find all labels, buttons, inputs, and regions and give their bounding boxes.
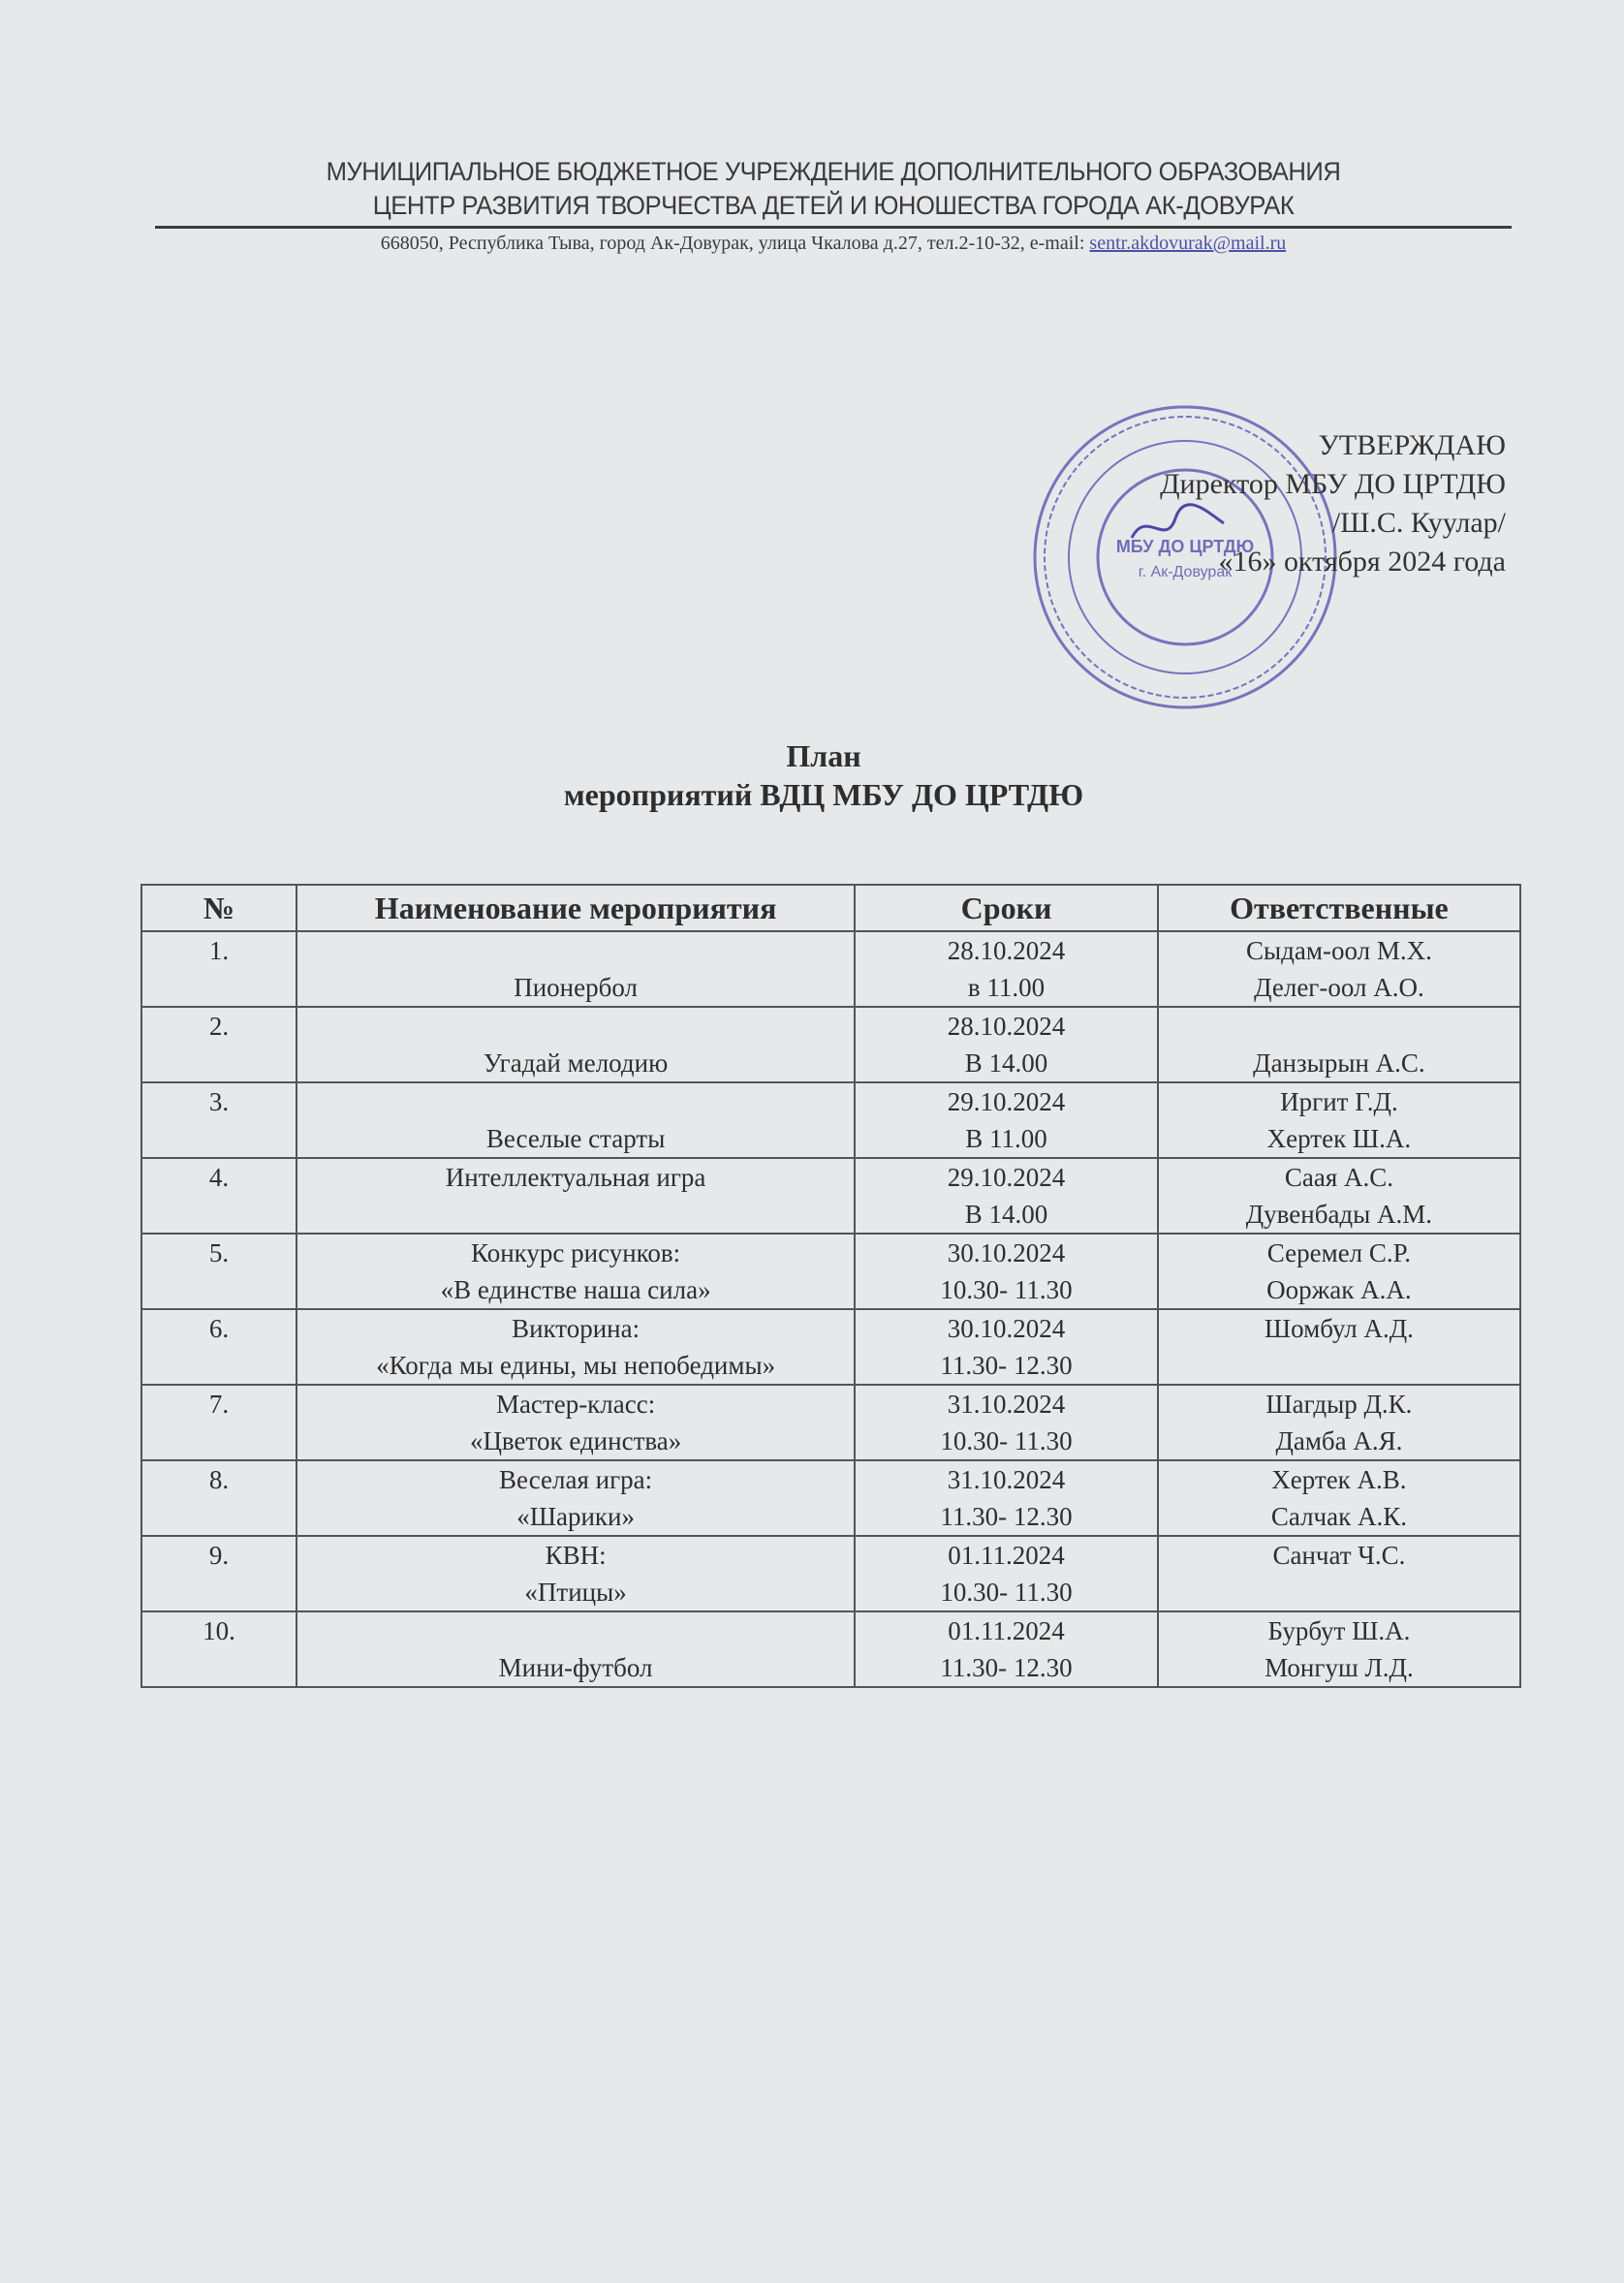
event-name	[297, 1007, 855, 1082]
event-name-line: Угадай мелодию	[483, 1048, 669, 1078]
table-row	[141, 931, 1520, 1007]
event-dates-line: 01.11.2024	[948, 1541, 1065, 1570]
event-dates	[855, 1536, 1158, 1611]
event-name-line: КВН:	[545, 1541, 607, 1570]
event-dates	[855, 1158, 1158, 1234]
event-responsible-line	[1165, 1347, 1514, 1384]
event-dates-line: 29.10.2024	[947, 1163, 1066, 1192]
stamp-center-line-2: г. Ак-Довурак	[1138, 564, 1233, 580]
event-name-line: Викторина:	[512, 1314, 640, 1343]
event-responsible	[1158, 1536, 1520, 1611]
event-responsible-line: Санчат Ч.С.	[1272, 1541, 1406, 1570]
header-divider	[155, 226, 1512, 229]
event-responsible-line: Монгуш Л.Д.	[1265, 1653, 1414, 1682]
event-dates-line: 29.10.2024	[947, 1087, 1066, 1116]
event-responsible-line	[1165, 1008, 1514, 1045]
event-responsible-line: Шагдыр Д.К.	[1265, 1390, 1413, 1419]
event-dates-line: В 11.00	[965, 1124, 1047, 1153]
event-dates-line: 31.10.2024	[947, 1390, 1066, 1419]
approval-signatory: /Ш.С. Куулар/	[1331, 507, 1506, 539]
table-row	[141, 1234, 1520, 1309]
event-name	[297, 1158, 855, 1234]
event-dates-line: 28.10.2024	[947, 936, 1066, 965]
title-line-2: мероприятий ВДЦ МБУ ДО ЦРТДЮ	[563, 777, 1084, 812]
event-responsible-line: Хертек Ш.А.	[1266, 1124, 1412, 1153]
event-name	[297, 1082, 855, 1158]
event-responsible	[1158, 931, 1520, 1007]
event-dates-line: 30.10.2024	[947, 1314, 1066, 1343]
event-name-line	[303, 1196, 848, 1233]
event-dates-line: 10.30- 11.30	[940, 1275, 1073, 1304]
event-name-line: Мини-футбол	[498, 1653, 653, 1682]
event-responsible-line: Шомбул А.Д.	[1264, 1314, 1414, 1343]
event-name-line: Мастер-класс:	[495, 1390, 656, 1419]
event-name	[297, 931, 855, 1007]
approval-heading: УТВЕРЖДАЮ	[1318, 429, 1506, 461]
events-table	[141, 884, 1521, 1688]
row-number: 3.	[141, 1082, 297, 1158]
approval-date: «16» октября 2024 года	[1218, 546, 1506, 578]
event-dates	[855, 1082, 1158, 1158]
event-dates-line: 11.30- 12.30	[940, 1351, 1073, 1380]
event-name-line: Веселая игра:	[499, 1465, 653, 1494]
event-responsible	[1158, 1082, 1520, 1158]
event-dates-line: в 11.00	[967, 973, 1046, 1002]
row-number: 8.	[141, 1460, 297, 1536]
event-dates-line: 31.10.2024	[947, 1465, 1066, 1494]
event-responsible	[1158, 1158, 1520, 1234]
table-row	[141, 1536, 1520, 1611]
event-name	[297, 1536, 855, 1611]
table-row	[141, 1611, 1520, 1687]
event-dates	[855, 1234, 1158, 1309]
event-responsible-line: Бурбут Ш.А.	[1267, 1616, 1411, 1645]
org-name-line-2: ЦЕНТР РАЗВИТИЯ ТВОРЧЕСТВА ДЕТЕЙ И ЮНОШЕСТВА ГОРОДА АК-ДОВУРАК	[372, 191, 1295, 220]
event-responsible	[1158, 1611, 1520, 1687]
event-name	[297, 1309, 855, 1385]
event-name-line: «Когда мы едины, мы непобедимы»	[376, 1351, 776, 1380]
event-name-line: Пионербол	[514, 973, 638, 1002]
row-number: 5.	[141, 1234, 297, 1309]
org-name-line-1: МУНИЦИПАЛЬНОЕ БЮДЖЕТНОЕ УЧРЕЖДЕНИЕ ДОПОЛНИТЕЛЬНОГО ОБРАЗОВАНИЯ	[326, 157, 1341, 186]
row-number: 7.	[141, 1385, 297, 1460]
event-responsible-line: Салчак А.К.	[1270, 1502, 1407, 1531]
stamp-center-line-1: МБУ ДО ЦРТДЮ	[1115, 537, 1255, 556]
event-name-line: «Шарики»	[516, 1502, 635, 1531]
event-dates	[855, 1611, 1158, 1687]
event-dates-line: 11.30- 12.30	[940, 1502, 1073, 1531]
title-line-1: План	[786, 738, 861, 773]
row-number: 4.	[141, 1158, 297, 1234]
header-event-name: Наименование мероприятия	[297, 885, 855, 931]
event-responsible	[1158, 1385, 1520, 1460]
event-responsible-line: Дамба А.Я.	[1275, 1426, 1403, 1455]
header-responsible: Ответственные	[1158, 885, 1520, 931]
address-text: 668050, Республика Тыва, город Ак-Довурак, улица Чкалова д.27, тел.2-10-32, e-mail:	[380, 233, 1090, 254]
event-dates	[855, 1385, 1158, 1460]
event-name-line: «Птицы»	[524, 1578, 627, 1607]
event-responsible-line: Данзырын А.С.	[1253, 1048, 1425, 1078]
event-responsible-line: Иргит Г.Д.	[1280, 1087, 1398, 1116]
header-dates: Сроки	[855, 885, 1158, 931]
approval-position: Директор МБУ ДО ЦРТДЮ	[1160, 468, 1506, 500]
event-name	[297, 1385, 855, 1460]
event-responsible-line: Саая А.С.	[1284, 1163, 1393, 1192]
event-dates	[855, 1309, 1158, 1385]
event-name-line: «В единстве наша сила»	[440, 1275, 711, 1304]
table-row	[141, 1082, 1520, 1158]
event-name-line: «Цветок единства»	[469, 1426, 682, 1455]
table-row	[141, 1007, 1520, 1082]
event-name-line: Конкурс рисунков:	[471, 1238, 681, 1267]
event-name	[297, 1234, 855, 1309]
event-responsible	[1158, 1309, 1520, 1385]
table-row	[141, 1158, 1520, 1234]
header-number: №	[141, 885, 297, 931]
event-name-line	[303, 932, 848, 969]
event-responsible-line: Делег-оол А.О.	[1254, 973, 1424, 1002]
event-dates	[855, 931, 1158, 1007]
organization-header	[145, 155, 1521, 223]
event-dates-line: 28.10.2024	[947, 1012, 1066, 1041]
table-row	[141, 1385, 1520, 1460]
table-row	[141, 1309, 1520, 1385]
event-dates-line: 01.11.2024	[948, 1616, 1065, 1645]
email-link[interactable]: sentr.akdovurak@mail.ru	[1089, 233, 1287, 254]
row-number: 10.	[141, 1611, 297, 1687]
event-dates-line: 30.10.2024	[947, 1238, 1066, 1267]
row-number: 2.	[141, 1007, 297, 1082]
event-name-line	[303, 1612, 848, 1649]
event-name-line: Интеллектуальная игра	[445, 1163, 706, 1192]
event-responsible-line: Ооржак А.А.	[1266, 1275, 1412, 1304]
org-address	[145, 233, 1521, 255]
event-dates-line: В 14.00	[964, 1048, 1048, 1078]
event-responsible	[1158, 1007, 1520, 1082]
table-header-row	[141, 885, 1520, 931]
event-name-line	[303, 1008, 848, 1045]
document-title	[136, 736, 1512, 814]
event-responsible-line: Сыдам-оол М.Х.	[1246, 936, 1432, 965]
event-responsible-line: Дувенбады А.М.	[1245, 1200, 1433, 1229]
event-responsible-line	[1165, 1574, 1514, 1611]
event-responsible-line: Хертек А.В.	[1271, 1465, 1407, 1494]
event-responsible	[1158, 1234, 1520, 1309]
event-responsible-line: Серемел С.Р.	[1266, 1238, 1412, 1267]
event-dates-line: 10.30- 11.30	[940, 1426, 1073, 1455]
event-name-line: Веселые старты	[485, 1124, 666, 1153]
row-number: 9.	[141, 1536, 297, 1611]
row-number: 1.	[141, 931, 297, 1007]
event-dates	[855, 1460, 1158, 1536]
event-responsible	[1158, 1460, 1520, 1536]
event-dates-line: 10.30- 11.30	[940, 1578, 1073, 1607]
approval-block	[1160, 426, 1506, 581]
event-name	[297, 1460, 855, 1536]
event-dates-line: В 14.00	[964, 1200, 1048, 1229]
event-name	[297, 1611, 855, 1687]
event-name-line	[303, 1083, 848, 1120]
event-dates-line: 11.30- 12.30	[940, 1653, 1073, 1682]
row-number: 6.	[141, 1309, 297, 1385]
table-row	[141, 1460, 1520, 1536]
event-dates	[855, 1007, 1158, 1082]
